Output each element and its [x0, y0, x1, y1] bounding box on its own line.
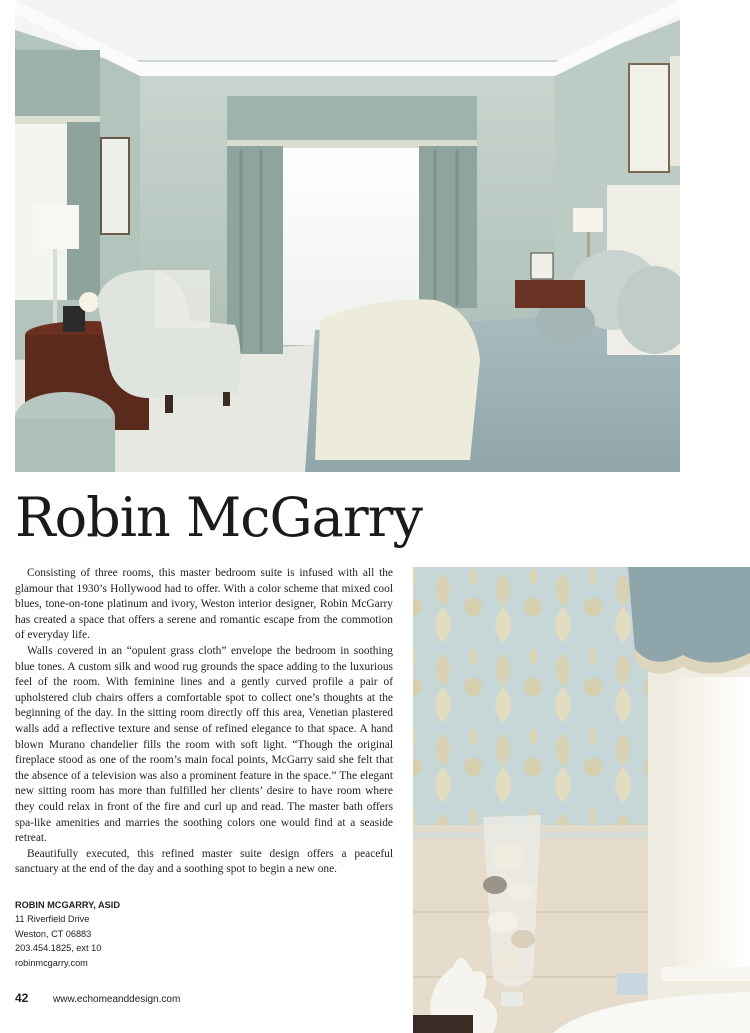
contact-address-line-1: 11 Riverfield Drive: [15, 914, 90, 925]
contact-name: ROBIN MCGARRY, ASID: [15, 900, 120, 910]
page-number: 42: [15, 991, 29, 1005]
contact-address-line-2: Weston, CT 06883: [15, 928, 92, 939]
bedroom-photo: [15, 0, 680, 472]
article-paragraph: Consisting of three rooms, this master bedroom suite is infused with all the glamour that 1930’s Hollywood had to offer. With a color scheme that mixed cool blues, tone-on-tone platinum and ivory, Weston interior designer, Robin McGarry has created a space that offers a serene and romantic escape from the commotion of everyday life.: [15, 567, 393, 642]
article-body: [15, 566, 393, 878]
article-paragraph: Beautifully executed, this refined master suite design offers a peaceful sanctuary at the end of the day and a soothing spot to begin a new one.: [15, 847, 393, 876]
footer-url-link[interactable]: www.echomeanddesign.com: [53, 994, 181, 1005]
contact-phone: 203.454.1825, ext 10: [15, 943, 102, 954]
bath-photo: [413, 567, 750, 1033]
contact-website-link[interactable]: robinmcgarry.com: [15, 957, 88, 968]
designer-name-title: Robin McGarry: [15, 486, 422, 549]
contact-block: [15, 898, 315, 970]
page-footer: [15, 989, 180, 1007]
article-paragraph: Walls covered in an “opulent grass cloth” envelope the bedroom in soothing blue tones. A custom silk and wood rug grounds the space adding to the luxurious feel of the room. With feminine lines and a gently curved profile a pair of upholstered club chairs offers a comfortable spot to collect one’s thoughts at the beginning of the day. In the sitting room directly off this area, Venetian plastered walls add a reflective texture and sense of refined elegance to that space. A hand blown Murano chandelier fills the room with soft light. “Though the original fireplace stood as one of the room’s main focal points, McGarry said she felt that the absence of a television was also a prominent feature in the space.” The elegant new sitting room has more than fulfilled her clients’ desire to have room where they could relax in front of the fire and curl up and read. The master bath offers spa-like amenities and marries the soothing colors one would find at a seaside retreat.: [15, 644, 393, 845]
